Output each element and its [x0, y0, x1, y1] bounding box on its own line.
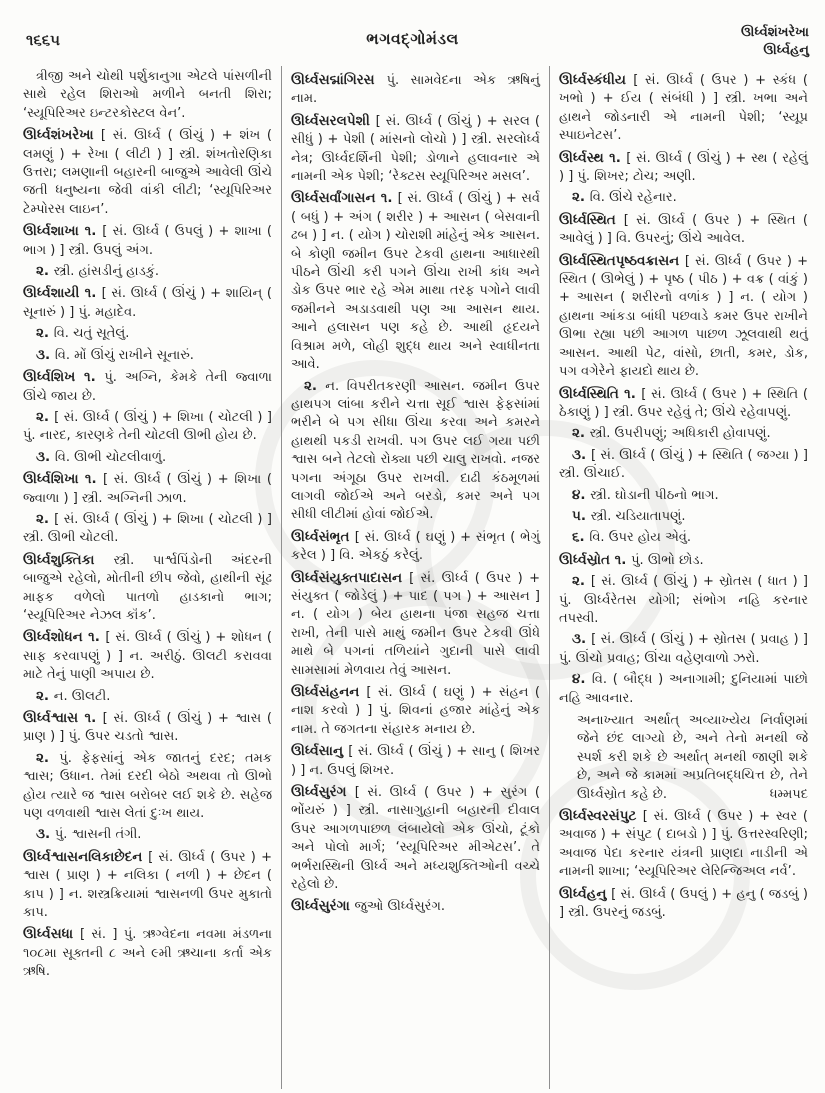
headword: ૪.: [572, 486, 591, 503]
sense-item: ૨. સ્ત્રી. ઉપરીપણું; અધિકારી હોવાપણું.: [572, 425, 771, 442]
headword: ૨.: [36, 325, 54, 342]
sense-item: ૨. [ સં. ઊર્ધ્વ ( ઊંચું ) + સ્રોતસ ( ધાત ) ] પું. ઊર્ધ્વરેતસ યોગી; સંભોગ નહિ કરનાર તપસ્વી.: [559, 573, 808, 626]
dictionary-entry: ઊર્ધ્વસ્વરસંપુટ [ સં. ઊર્ધ્વ ( ઉપર ) + સ્વર ( અવાજ ) + સંપુટ ( દાબડો ) ] પું. ઉત્તરસ્વરિણી; અવાજ પેદા કરનાર યંત્રની પ્રાણદા નાડીની એ નામની શાખા; ‘સ્યૂપિરિઅર લેરિન્જિઅલ નર્વ’.: [559, 808, 808, 880]
headword: ૨.: [572, 573, 591, 590]
column: [549, 66, 817, 1089]
dictionary-entry: ઊર્ધ્વસ્થિત [ સં. ઊર્ધ્વ ( ઉપર ) + સ્થિત ( આવેલું ) ] વિ. ઉપરનું; ઊંચે આવેલ.: [559, 211, 808, 247]
sense-item: ૨. [ સં. ઊર્ધ્વ ( ઊંચું ) + શિખા ( ચોટલી ) ] સ્ત્રી. ઊભી ચોટલી.: [23, 510, 272, 546]
sense-item: ૫. સ્ત્રી. ચડિયાતાપણું.: [572, 507, 686, 524]
quote-block: અનાખ્યાત અર્થાત્ અવ્યાખ્યેય નિર્વાણમાં જેને છંદ લાગ્યો છે, અને તેનો મનથી જે સ્પર્શ કરી શકે છે અર્થાત્ મનથી જાણી શકે છે, અને જે કામમાં અપ્રતિબદ્ધચિત્ત છે, તેને ઊર્ધ્વસ્રોત કહે છે. ધમ્મપદ: [559, 712, 808, 804]
headword: ઊર્ધ્વશ્વાસ ૧.: [23, 710, 103, 726]
sense-item: ૩. વિ. મોં ઊંચું રાખીને સૂનારું.: [36, 346, 194, 363]
headword: ૨.: [572, 425, 590, 442]
headword: ૩.: [36, 448, 55, 465]
column: [281, 66, 549, 1089]
guide-word-top: ઊર્ધ્વશંખરેખા: [741, 25, 809, 40]
headword: ઊર્ધ્વસંભૃત: [291, 528, 355, 545]
headword: ૫.: [572, 507, 591, 524]
headword: ૨.: [304, 377, 326, 394]
dictionary-entry: ઊર્ધ્વસુરંગા જુઓ ઊર્ધ્વસુરંગ.: [291, 898, 446, 915]
headword: ઊર્ધ્વશોધન ૧.: [23, 629, 106, 646]
dictionary-entry: ઊર્ધ્વહનુ [ સં. ઊર્ધ્વ ( ઉપલું ) + હનુ ( જડબું ) ] સ્ત્રી. ઉપરનું જડબું.: [559, 885, 808, 921]
headword: ૨.: [36, 510, 55, 527]
headword: ૩.: [36, 826, 55, 843]
page-header: [0, 24, 825, 68]
headword: ઊર્ધ્વશાખા ૧.: [23, 223, 103, 240]
dictionary-entry: ઊર્ધ્વશિખ ૧. પું. અગ્નિ, કેમકે તેની જ્વાળા ઊંચે જાય છે.: [23, 369, 272, 404]
headword: ૨.: [36, 749, 60, 766]
headword: ઊર્ધ્વહનુ: [559, 885, 612, 902]
headword: ઊર્ધ્વસદ્માંગિરસ: [291, 72, 387, 88]
sense-item: ૪. સ્ત્રી. ઘોડાની પીઠનો ભાગ.: [572, 486, 719, 503]
continuation-text: ત્રીજી અને ચોથી પર્શુકાનુગા એટલે પાંસળીની સાથે રહેલ શિરાઓ મળીને બનતી શિરા; ‘સ્યૂપિરિઅર ઇન્ટરકોસ્ટલ વેન’.: [23, 69, 272, 121]
page-number: ૧૬૬૫: [26, 31, 61, 49]
sense-item: ૨. પું. ફેફસાંનું એક જાતનું દરદ; તમક શ્વાસ; ઉધાન. તેમાં દરદી બેઠો અથવા તો ઊભો હોય ત્યારે જ શ્વાસ બરોબર લઈ શકે છે. સહેજ પણ વળવાથી શ્વાસ લેતાં દુઃખ થાય.: [23, 749, 272, 822]
guide-words: [741, 24, 809, 59]
dictionary-entry: ઊર્ધ્વશિખા ૧. [ સં. ઊર્ધ્વ ( ઊંચું ) + શિખા ( જ્વાળા ) ] સ્ત્રી. અગ્નિની ઝાળ.: [23, 471, 273, 506]
dictionary-entry: ઊર્ધ્વસાનુ [ સં. ઊર્ધ્વ ( ઊંચું ) + સાનુ ( શિખર ) ] ન. ઉપલું શિખર.: [291, 743, 540, 778]
sense-item: ૨. ન. વિપરીતકરણી આસન. જમીન ઉપર હાથપગ લાંબા કરીને ચત્તા સૂઈ શ્વાસ ફેફસાંમાં ભરીને બે પગ સીધા ઊંચા કરવા અને કમરને હાથથી પકડી રાખવી. પગ ઉપર લઈ ગયા પછી શ્વાસ બને તેટલો રોક્યા પછી ચાલુ રાખવો. નજર પગના અંગૂઠા ઉપર રાખવી. દાઢી કંઠમૂળમાં લાગવી જોઈએ અને બરડો, કમર અને પગ સીધી લીટીમાં હોવાં જોઈએ.: [291, 377, 540, 523]
sense-item: ૨. વિ. ઊંચે રહેનાર.: [572, 189, 677, 206]
sense-item: ૨. [ સં. ઊર્ધ્વ ( ઊંચું ) + શિખા ( ચોટલી ) ] પું. નારદ, કારણકે તેની ચોટલી ઊભી હોય છે.: [23, 408, 272, 444]
dictionary-entry: ઊર્ધ્વસંહનન [ સં. ઊર્ધ્વ ( ઘણું ) + સંહન ( નાશ કરવો ) ] પું. શિવનાં હજાર માંહેનું એક નામ. તે જગતના સંહારક મનાય છે.: [291, 684, 540, 737]
headword: ઊર્ધ્વશુક્તિકા: [23, 551, 114, 568]
headword: ઊર્ધ્વશિખા ૧.: [23, 471, 103, 488]
quote-attribution: ધમ્મપદ: [769, 786, 808, 802]
headword: ઊર્ધ્વસ્કંધીય: [559, 72, 634, 88]
headword: ઊર્ધ્વસ્રોત ૧.: [559, 551, 632, 568]
dictionary-entry: ઊર્ધ્વશુક્તિકા સ્ત્રી. પાર્શ્વપિંડોની અંદરની બાજુએ રહેલો, મોતીની છીપ જેવો, હાથીની સૂંઢ માફક વળેલો પાતળો હાડકાનો ભાગ; ‘સ્યૂપિરિઅર નેઝલ કૉંક’.: [23, 551, 272, 623]
dictionary-entry: ઊર્ધ્વસ્રોત ૧. પું. ઊભો છોડ.: [559, 551, 704, 568]
sense-item: ૩. પું. શ્વાસની તંગી.: [36, 826, 142, 843]
dictionary-entry: ઊર્ધ્વસ્કંધીય [ સં. ઊર્ધ્વ ( ઉપર ) + સ્કંધ ( ખભો ) + ઈય ( સંબંધી ) ] સ્ત્રી. ખભા અને હાથને જોડનારી એ નામની પેશી; ‘સ્યૂપ્ર સ્પાઇનેટસ’.: [559, 72, 808, 144]
sense-item: ૩. [ સં. ઊર્ધ્વ ( ઊંચું ) + સ્થિતિ ( જગ્યા ) ] સ્ત્રી. ઊંચાઈ.: [559, 446, 808, 482]
dictionary-entry: ઊર્ધ્વસ્થિતિ ૧. [ સં. ઊર્ધ્વ ( ઉપર ) + સ્થિતિ ( ઠેકાણું ) ] સ્ત્રી. ઉપર રહેવું તે; ઊંચે રહેવાપણું.: [559, 385, 808, 420]
headword: ઊર્ધ્વશ્વાસનલિકાછેદન: [23, 848, 149, 865]
text-columns: [14, 66, 817, 1089]
dictionary-entry: ઊર્ધ્વશંખરેખા [ સં. ઊર્ધ્વ ( ઊંચું ) + શંખ ( લમણું ) + રેખા ( લીટી ) ] સ્ત્રી. શંખતોરણિકા ઉત્તરા; લમણાની બહારની બાજુએ આવેલી ઊંચે જતી ધનુષ્યના જેવી વાંકી લીટી; ‘સ્યૂપિરિઅર ટેમ્પોરસ લાઇન’.: [23, 127, 272, 217]
headword: ઊર્ધ્વસાનુ: [291, 743, 349, 760]
sense-item: ૩. [ સં. ઊર્ધ્વ ( ઊંચું ) + સ્રોતસ ( પ્રવાહ ) ] પું. ઊંચો પ્રવાહ; ઊંચા વહેણવાળો ઝરો.: [559, 631, 808, 666]
headword: ૪.: [572, 671, 592, 688]
headword: ૬.: [572, 529, 590, 546]
headword: ૨.: [572, 189, 590, 206]
sense-item: ૩. વિ. ઊભી ચોટલીવાળું.: [36, 448, 167, 465]
headword: ૨.: [36, 687, 54, 704]
headword: ઊર્ધ્વસર્વાંગાસન ૧.: [291, 190, 398, 207]
headword: ઊર્ધ્વસધા: [23, 926, 80, 943]
sense-item: ૪. વિ. ( બૌદ્ધ ) અનાગામી; દુનિયામાં પાછો નહિ આવનાર.: [559, 671, 808, 706]
dictionary-entry: ઊર્ધ્વસ્થિતપૃષ્ઠવક્રાસન [ સં. ઊર્ધ્વ ( ઉપર ) + સ્થિત ( ઊભેલું ) + પૃષ્ઠ ( પીઠ ) + વક્ર ( વાંકું ) + આસન ( શરીરનો વળાંક ) ] ન. ( યોગ ) હાથના આંકડા બાંધી પછવાડે કમર ઉપર રાખીને ઊભા રહ્યા પછી આગળ પાછળ ઝૂલવાથી થતું આસન. આથી પેટ, વાંસો, છાતી, કમર, ડોક, પગ વગેરેને ફાયદો થાય છે.: [559, 252, 808, 380]
headword: ઊર્ધ્વસંયુક્તપાદાસન: [291, 569, 410, 586]
dictionary-entry: ઊર્ધ્વશ્વાસનલિકાછેદન [ સં. ઊર્ધ્વ ( ઉપર ) + શ્વાસ ( પ્રાણ ) + નલિકા ( નળી ) + છેદન ( કાપ ) ] ન. શસ્ત્રક્રિયામાં શ્વાસનળી ઉપર મુકાતો કાપ.: [23, 848, 272, 921]
headword: ૨.: [36, 408, 55, 425]
headword: ૩.: [36, 346, 55, 363]
column: [14, 66, 281, 1089]
headword: ઊર્ધ્વસુરંગ: [291, 784, 355, 801]
headword: ઊર્ધ્વસ્થિત: [559, 211, 624, 228]
dictionary-entry: ઊર્ધ્વશાખા ૧. [ સં. ઊર્ધ્વ ( ઉપલું ) + શાખા ( ભાગ ) ] સ્ત્રી. ઉપલું અંગ.: [23, 223, 272, 258]
dictionary-entry: ઊર્ધ્વશોધન ૧. [ સં. ઊર્ધ્વ ( ઊંચું ) + શોધન ( સાફ કરવાપણું ) ] ન. અરીઠું. ઊલટી કરાવવા માટે તેનું પાણી અપાય છે.: [23, 629, 272, 683]
headword: ઊર્ધ્વસ્થ ૧.: [559, 149, 627, 166]
headword: ઊર્ધ્વસરલપેશી: [291, 112, 376, 129]
sense-item: ૨. ન. ઊલટી.: [36, 687, 111, 704]
headword: ઊર્ધ્વસ્થિતપૃષ્ઠવક્રાસન: [559, 252, 685, 269]
headword: ઊર્ધ્વસ્થિતિ ૧.: [559, 385, 642, 402]
dictionary-entry: ઊર્ધ્વશ્વાસ ૧. [ સં. ઊર્ધ્વ ( ઊંચું ) + શ્વાસ ( પ્રાણ ) ] પું. ઉપર ચડતો શ્વાસ.: [23, 710, 273, 745]
dictionary-entry: ઊર્ધ્વસંભૃત [ સં. ઊર્ધ્વ ( ઘણું ) + સંભૃત ( ભેગું કરેલ ) ] વિ. એકઠું કરેલું.: [291, 528, 540, 564]
headword: ઊર્ધ્વસંહનન: [291, 684, 367, 700]
book-title: ભગવદ્ગોમંડલ: [366, 30, 459, 48]
dictionary-entry: ઊર્ધ્વસ્થ ૧. [ સં. ઊર્ધ્વ ( ઊંચું ) + સ્થ ( રહેલું ) ] પું. શિખર; ટોચ; અણી.: [559, 149, 808, 185]
sense-item: ૨. વિ. ચતું સૂતેલું.: [36, 325, 130, 342]
dictionary-entry: ઊર્ધ્વસર્વાંગાસન ૧. [ સં. ઊર્ધ્વ ( ઊંચું ) + સર્વ ( બધું ) + અંગ ( શરીર ) + આસન ( બેસવાની ઢબ ) ] ન. ( યોગ ) ચોરાશી માંહેનું એક આસન. બે કોણી જમીન ઉપર ટેકવી હાથના આધારથી પીઠને ઊંચી કરી પગને ઊંચા રાખી કાંધ અને ડોક ઉપર ભાર રહે એમ માથા તરફ પગોને લાવી જમીનને અડાડવાથી પણ આ આસન થાય. આને હલાસન પણ કહે છે. આથી હૃદયને વિશ્રામ મળે, લોહી શુદ્ધ થાય અને સ્વાધીનતા આવે.: [291, 190, 541, 373]
dictionary-entry: ઊર્ધ્વસંયુક્તપાદાસન [ સં. ઊર્ધ્વ ( ઉપર ) + સંયુક્ત ( જોડેલું ) + પાદ ( પગ ) + આસન ] ન. ( યોગ ) બેય હાથના પંજા સહજ ચત્તા રાખી, તેની પાસે માથું જમીન ઉપર ટેકવી ઊંધે માથે બે પગનાં તળિયાંને ગુદાની પાસે લાવી સામસામાં મેળવાય તેવું આસન.: [291, 569, 540, 678]
dictionary-entry: ઊર્ધ્વસધા [ સં. ] પું. ઋગ્વેદના નવમા મંડળના ૧૦૮મા સૂક્તની ૮ અને ૯મી ઋચાના કર્તા એક ઋષિ.: [23, 926, 272, 980]
headword: ઊર્ધ્વશિખ ૧.: [23, 369, 105, 386]
sense-item: ૬. વિ. ઉપર હોય એવું.: [572, 529, 692, 546]
dictionary-entry: ઊર્ધ્વસદ્માંગિરસ પું. સામવેદના એક ઋષિનું નામ.: [291, 72, 540, 107]
headword: ૩.: [572, 446, 591, 463]
headword: ૨.: [36, 263, 54, 280]
guide-word-bottom: ઊર્ધ્વહનુ: [763, 42, 809, 58]
dictionary-entry: ઊર્ધ્વસરલપેશી [ સં. ઊર્ધ્વ ( ઊંચું ) + સરલ ( સીધું ) + પેશી ( માંસનો લોચો ) ] સ્ત્રી. સરલોર્ધ્વ નેત્ર; ઊર્ધ્વદર્શિની પેશી; ડોળાને હલાવનાર એ નામની એક પેશી; ‘રેક્ટસ સ્યૂપિરિઅર મસલ’.: [291, 112, 540, 185]
dictionary-entry: ઊર્ધ્વશાયી ૧. [ સં. ઊર્ધ્વ ( ઊંચું ) + શાયિન્ ( સૂનારું ) ] પું. મહાદેવ.: [23, 285, 272, 320]
headword: ૩.: [572, 631, 592, 648]
headword: ઊર્ધ્વશંખરેખા: [23, 127, 101, 144]
headword: ઊર્ધ્વસુરંગા: [291, 898, 355, 915]
dictionary-entry: ઊર્ધ્વસુરંગ [ સં. ઊર્ધ્વ ( ઉપર ) + સુરંગ ( ભોંયરું ) ] સ્ત્રી. નાસાગુહાની બહારની દીવાલ ઉપર આગળપાછળ લંબાયેલો એક ઊંચો, ટૂંકો અને પોલો માર્ગ; ‘સ્યૂપિરિઅર મીએટસ’. તે ભર્ભરાસ્થિની ઊર્ધ્વ અને મધ્યશુક્તિઓની વચ્ચે રહેલો છે.: [291, 784, 540, 893]
headword: ઊર્ધ્વશાયી ૧.: [23, 285, 102, 302]
sense-item: ૨. સ્ત્રી. હાંસડીનું હાડકું.: [36, 263, 160, 280]
headword: ઊર્ધ્વસ્વરસંપુટ: [559, 808, 643, 825]
